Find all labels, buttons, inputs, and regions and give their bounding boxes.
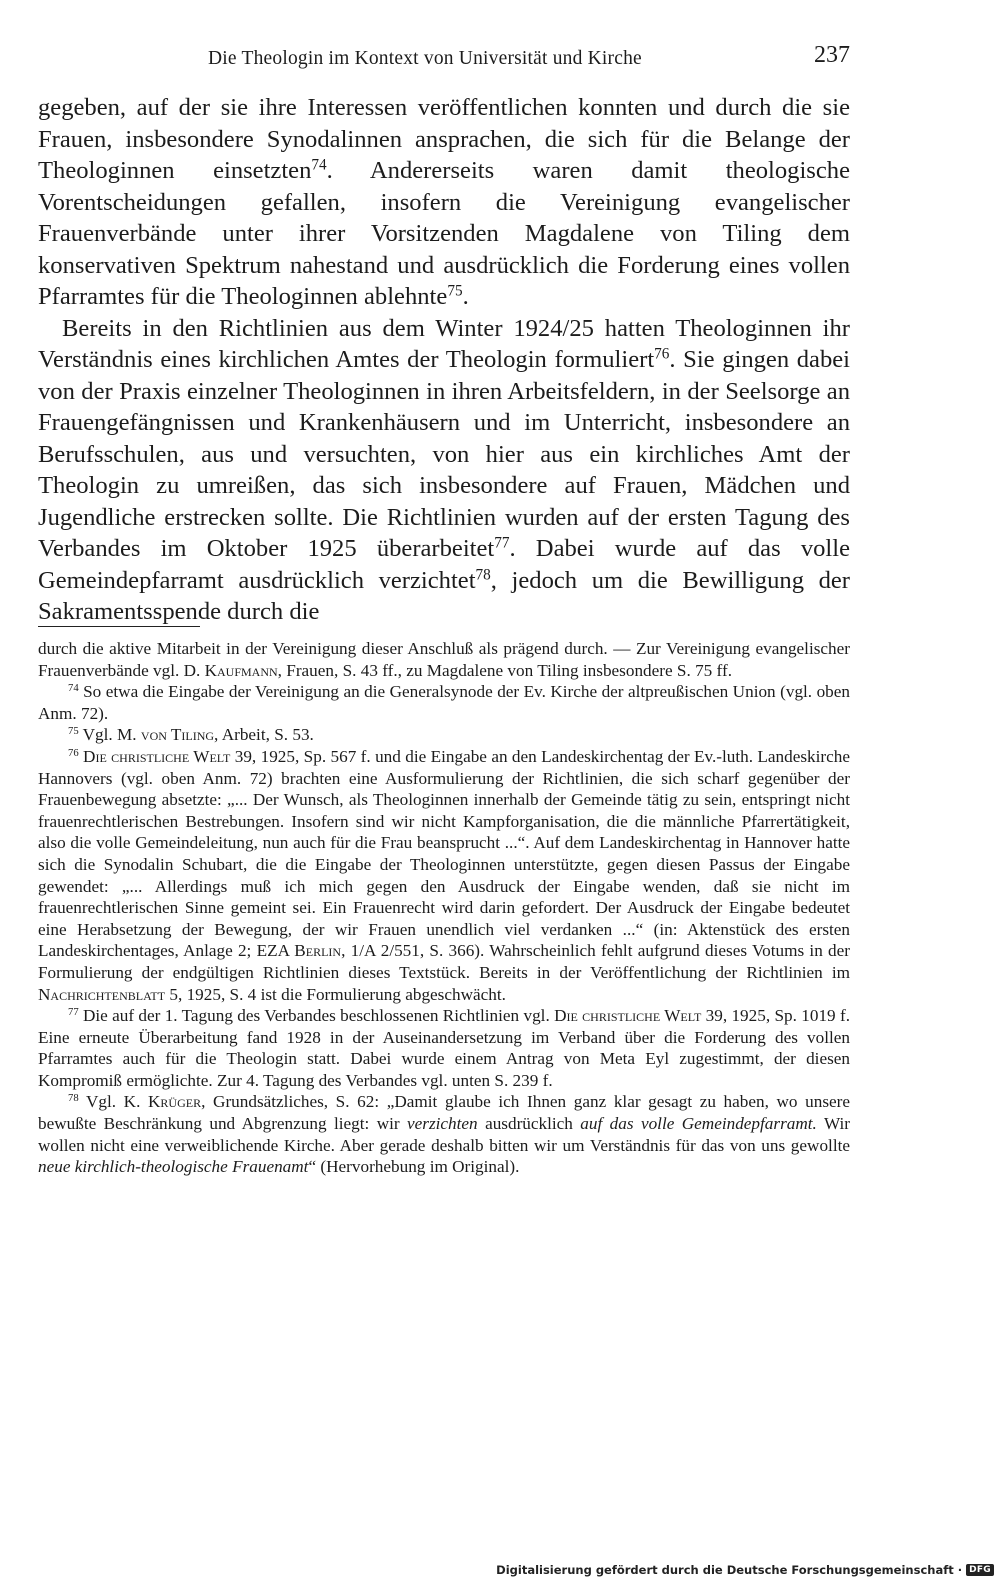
footnote-ref[interactable]: 75 [447, 282, 463, 300]
footnote-continuation [38, 638, 850, 681]
footnote-77 [38, 1005, 850, 1091]
paragraph-text: . Dabei wurde auf das volle Gemeindepfarramt ausdrücklich verzichtet [38, 535, 850, 594]
footnote-75 [38, 724, 850, 746]
paragraph-text: . [462, 283, 469, 310]
credit-text: Digitalisierung gefördert durch die Deutsche Forschungsgemeinschaft · [496, 1563, 963, 1577]
paragraph-text: gegeben, auf der sie ihre Interessen veröffentlichen konnten und durch die sie Frauen, insbesondere Synodalinnen ansprachen, die sich für die Belange der Theologinnen einsetzten [38, 94, 850, 184]
footnote-text: “ (Hervorhebung im Original). [308, 1157, 520, 1177]
footnote-ref[interactable]: 74 [311, 156, 327, 174]
emphasis: neue kirchlich-theologische Frauenamt [38, 1157, 309, 1177]
author-name: von Tiling [140, 725, 215, 745]
paragraph-1 [38, 92, 850, 313]
emphasis: verzichten [407, 1114, 478, 1134]
journal-title: Die christliche Welt [78, 746, 231, 766]
running-title: Die Theologin im Kontext von Universität und Kirche [208, 48, 642, 69]
footnote-ref[interactable]: 76 [654, 345, 670, 363]
footnote-number: 78 [68, 1093, 79, 1105]
footnote-number: 74 [68, 683, 79, 695]
paragraph-text: , jedoch um die Bewilligung der Sakramentsspende durch die [38, 566, 850, 625]
footnote-text: Vgl. M. [78, 725, 141, 745]
footnote-text: , Frauen, S. 43 ff., zu Magdalene von Tiling insbesondere S. 75 ff. [277, 660, 732, 680]
footnote-text: Vgl. K. [78, 1092, 149, 1112]
footnote-76 [38, 746, 850, 1005]
footnote-text: Wir wollen nicht eine verweiblichende Kirche. Aber gerade deshalb bitten wir um Verständnis für das von uns gewollte [38, 1114, 850, 1155]
footnote-text: durch die aktive Mitarbeit in der Vereinigung dieser Anschluß als prägend durch. — Zur Vereinigung evangelischer Frauenverbände vgl. D. [38, 639, 850, 680]
footnote-number: 77 [68, 1007, 79, 1019]
paragraph-text: . Sie gingen dabei von der Praxis einzelner Theologinnen in ihren Arbeitsfeldern, in der Seelsorge an Frauengefängnissen und Krankenhäusern und im Unterricht, insbesondere an Berufsschulen, aus und versuchten, von hier aus ein kirchliches Amt der Theologin zu umreißen, das sich insbesondere auf Frauen, Mädchen und Jugendliche erstrecken sollte. Die Richtlinien wurden auf der ersten Tagung des Verbandes im Oktober 1925 überarbeitet [38, 346, 850, 562]
dfg-logo: DFG [966, 1564, 994, 1576]
main-text [38, 92, 850, 628]
footnote-number: 75 [68, 726, 79, 738]
footnotes [38, 638, 850, 1178]
footnote-text: So etwa die Eingabe der Vereinigung an die Generalsynode der Ev. Kirche der altpreußischen Union (vgl. oben Anm. 72). [38, 682, 850, 723]
archive-name: Berlin [294, 941, 342, 961]
paragraph-text: . Andererseits waren damit theologische Vorentscheidungen gefallen, insofern die Vereinigung evangelischer Frauenverbände unter ihrer Vorsitzenden Magdalene von Tiling dem konservativen Spektrum nahestand und ausdrücklich die Forderung eines vollen Pfarramtes für die Theologinnen ablehnte [38, 157, 850, 310]
footnote-text: 39, 1925, Sp. 1019 f. Eine erneute Überarbeitung fand 1928 in der Auseinandersetzung im Verband über die Forderung des vollen Pfarramtes auch für die Theologin statt. Dabei wurde einem Antrag von Meta Eyl zugestimmt, der diesen Kompromiß ermöglichte. Zur 4. Tagung des Verbandes vgl. unten S. 239 f. [38, 1006, 850, 1090]
journal-title: Die christliche Welt [554, 1006, 702, 1026]
footnote-ref[interactable]: 78 [475, 566, 491, 584]
footnote-text: ausdrücklich [477, 1114, 581, 1134]
emphasis: auf das volle Gemeindepfarramt. [580, 1114, 817, 1134]
footnote-ref[interactable]: 77 [494, 534, 510, 552]
footnote-74 [38, 681, 850, 724]
footnote-divider [38, 626, 200, 627]
page-number: 237 [814, 42, 850, 68]
digitization-credit [496, 1563, 994, 1577]
paragraph-2 [38, 313, 850, 628]
journal-title: Nachrichtenblatt [38, 984, 166, 1004]
footnote-text: 39, 1925, Sp. 567 f. und die Eingabe an den Landeskirchentag der Ev.-luth. Landeskirche Hannovers (vgl. oben Anm. 72) brachten eine Ausformulierung der Richtlinien, die sich scharf gegenüber der Frauenbewegung absetzte: „... Der Wunsch, als Theologinnen innerhalb der Gemeinde tätig zu sein, entspringt nicht frauenrechtlerischen Bestrebungen. Insofern sind wir nicht Kampforganisation, die die männliche Pfarrertätigkeit, also die volle Gemeindeleitung, nun auch für die Frau beansprucht ...“. Auf dem Landeskirchentag in Hannover hatte sich die Synodalin Schubart, die die Eingabe der Theologinnen unterstützte, gegen diesen Passus der Eingabe gewendet: „... Allerdings muß ich mich gegen den Ausdruck der Eingabe wenden, daß sie nicht im frauenrechtlerischen Sinne gemeint sei. Ein Frauenrecht wird darin gefordert. Der Ausdruck der Eingabe bedeutet eine Herabsetzung der Bewegung, der wir Frauen unendlich viel verdanken ...“ (in: Aktenstück des ersten Landeskirchentages, Anlage 2; EZA [38, 746, 850, 961]
footnote-text: , 1/A 2/551, S. 366). Wahrscheinlich fehlt aufgrund dieses Votums in der Formulierung der endgültigen Richtlinien dieses Textstück. Bereits in der Veröffentlichung der Richtlinien im [38, 941, 850, 982]
footnote-78 [38, 1091, 850, 1177]
footnote-text: Die auf der 1. Tagung des Verbandes beschlossenen Richtlinien vgl. [78, 1006, 555, 1026]
footnote-text: , Grundsätzliches, S. 62: „Damit glaube ich Ihnen ganz klar gesagt zu haben, wo unsere bewußte Beschränkung und Abgrenzung liegt: wir [38, 1092, 851, 1134]
footnote-text: , Arbeit, S. 53. [214, 725, 314, 745]
paragraph-text: Bereits in den Richtlinien aus dem Winter 1924/25 hatten Theologinnen ihr Verständnis eines kirchlichen Amtes der Theologin formuliert [38, 314, 850, 373]
page-header [38, 42, 850, 76]
footnote-number: 76 [68, 748, 79, 760]
footnote-text: 5, 1925, S. 4 ist die Formulierung abgeschwächt. [165, 984, 506, 1004]
author-name: Krüger [148, 1092, 202, 1112]
author-name: Kaufmann [204, 660, 278, 680]
